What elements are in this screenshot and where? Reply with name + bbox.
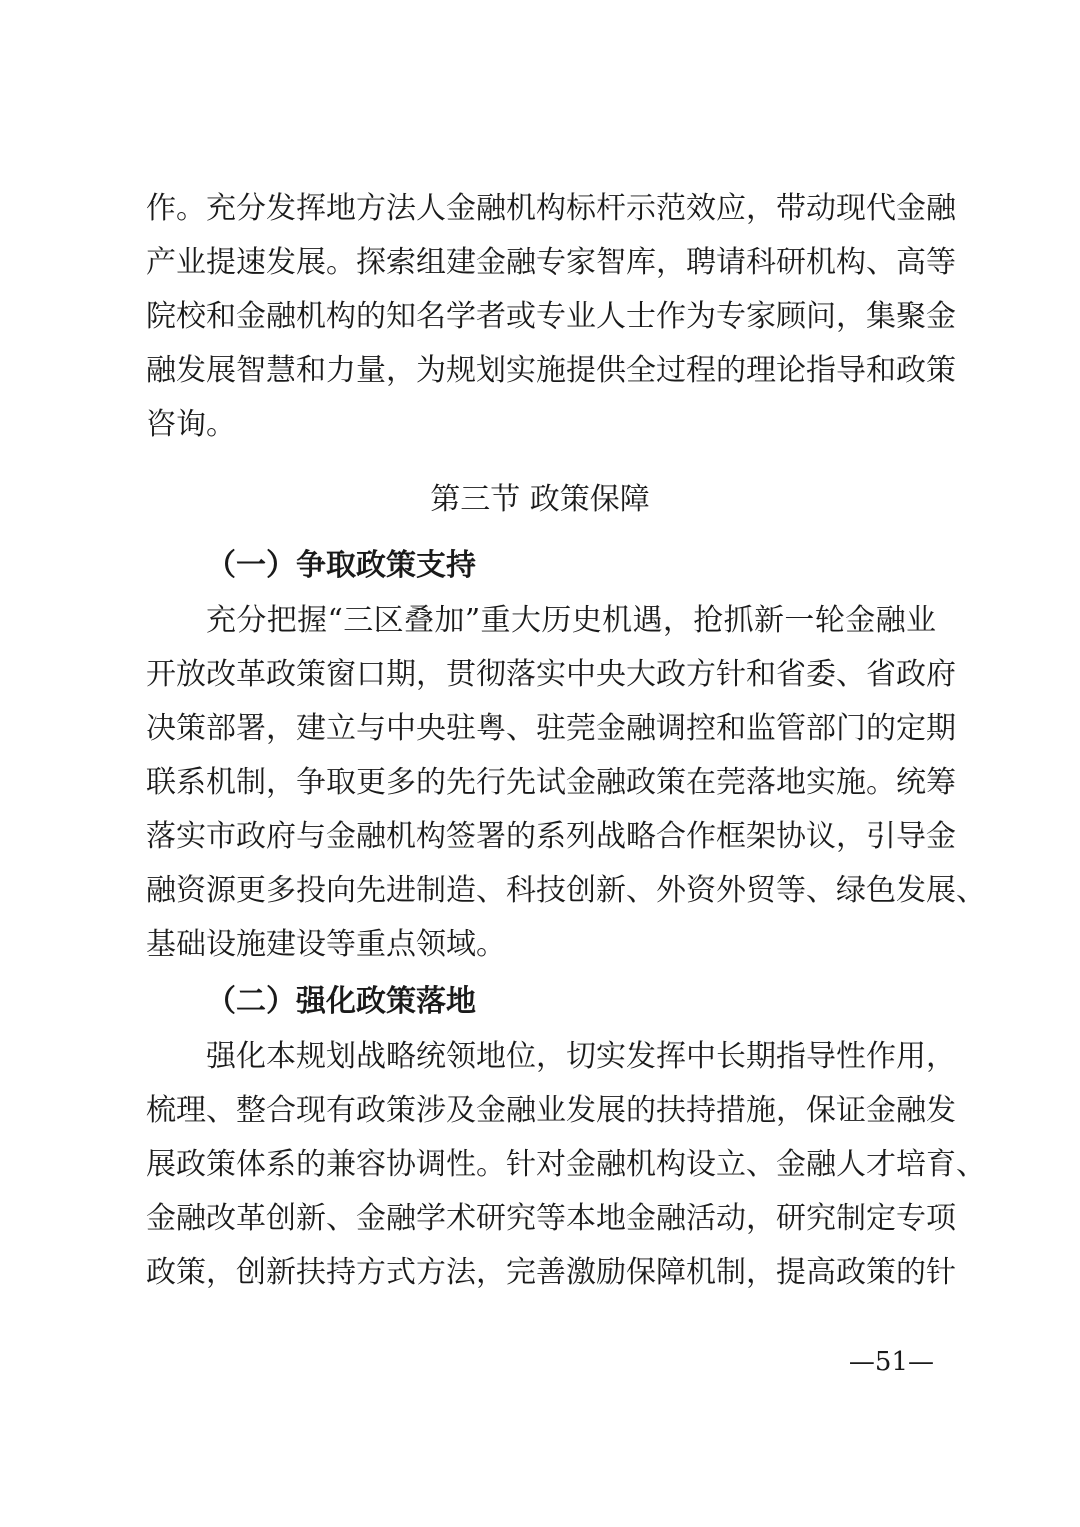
paragraph-line: 落实市政府与金融机构签署的系列战略合作框架协议，引导金 — [146, 819, 956, 854]
paragraph-line: 决策部署，建立与中央驻粤、驻莞金融调控和监管部门的定期 — [146, 711, 956, 746]
paragraph-line: 作。充分发挥地方法人金融机构标杆示范效应，带动现代金融 — [146, 191, 956, 226]
paragraph-line: 咨询。 — [146, 407, 236, 442]
paragraph-line: 强化本规划战略统领地位，切实发挥中长期指导性作用， — [206, 1039, 956, 1074]
paragraph-line: 充分把握“三区叠加”重大历史机遇，抢抓新一轮金融业 — [206, 603, 936, 638]
paragraph-line: 产业提速发展。探索组建金融专家智库，聘请科研机构、高等 — [146, 245, 956, 280]
paragraph-line: 联系机制，争取更多的先行先试金融政策在莞落地实施。统筹 — [146, 765, 956, 800]
page-number: —51— — [848, 1347, 934, 1377]
subsection-heading: （一）争取政策支持 — [206, 548, 476, 583]
paragraph-line: 融资源更多投向先进制造、科技创新、外资外贸等、绿色发展、 — [146, 873, 986, 908]
paragraph-line: 融发展智慧和力量，为规划实施提供全过程的理论指导和政策 — [146, 353, 956, 388]
subsection-heading: （二）强化政策落地 — [206, 984, 476, 1019]
paragraph-line: 政策，创新扶持方式方法，完善激励保障机制，提高政策的针 — [146, 1255, 956, 1290]
paragraph-line: 基础设施建设等重点领域。 — [146, 927, 506, 962]
paragraph-line: 院校和金融机构的知名学者或专业人士作为专家顾问，集聚金 — [146, 299, 956, 334]
paragraph-line: 金融改革创新、金融学术研究等本地金融活动，研究制定专项 — [146, 1201, 956, 1236]
section-title: 第三节 政策保障 — [430, 482, 650, 517]
paragraph-line: 开放改革政策窗口期，贯彻落实中央大政方针和省委、省政府 — [146, 657, 956, 692]
paragraph-line: 梳理、整合现有政策涉及金融业发展的扶持措施，保证金融发 — [146, 1093, 956, 1128]
paragraph-line: 展政策体系的兼容协调性。针对金融机构设立、金融人才培育、 — [146, 1147, 986, 1182]
